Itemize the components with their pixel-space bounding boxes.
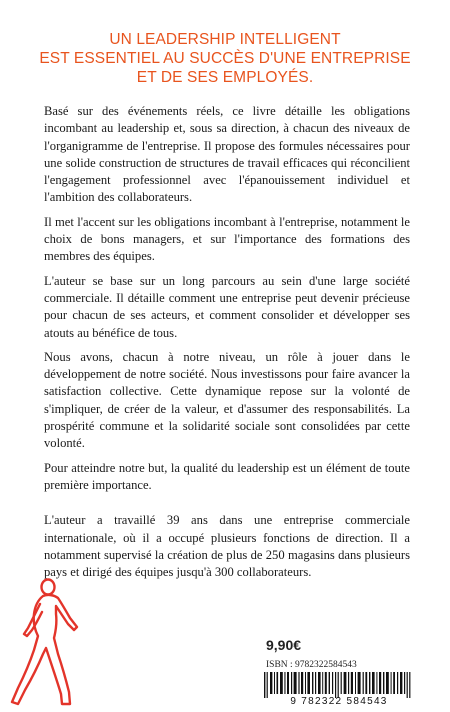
paragraph-2: Il met l'accent sur les obligations incombant à l'entreprise, notamment le choix de bons managers, et sur l'importance des formations des membres des équipes. [44,214,410,264]
paragraph-5: Pour atteindre notre but, la qualité du leadership est un élément de toute première importance. [44,460,410,492]
barcode [256,672,422,706]
barcode-number: 9 782322 584543 [290,696,388,707]
isbn-label: ISBN : 9782322584543 [266,660,357,670]
headline-line-1: UN LEADERSHIP INTELLIGENT [109,31,341,48]
author-bio: L'auteur a travaillé 39 ans dans une entreprise commerciale internationale, où il a occupé plusieurs fonctions de direction. Il a notamment supervisé la création de plus de 250 magasins dans plusieurs pays et dirigé des équipes jusqu'à 300 collaborateurs. [44,513,410,580]
back-cover-text [44,103,410,588]
headline [0,30,450,87]
paragraph-1: Basé sur des événements réels, ce livre détaille les obligations incombant au leadership et, sous sa direction, à chacun des niveaux de l'organigramme de l'entreprise. Il propose des formules nécessaires pour une solide construction de structures de travail efficaces qui réconcilient l'engagement professionnel avec l'épanouissement individuel et l'ambition des collaborateurs. [44,104,410,205]
paragraph-3: L'auteur se base sur un long parcours au sein d'une large société commerciale. Il détaille comment une entreprise peut devenir précieuse pour chacun de ses acteurs, et comment consolider et développer ses atouts au bénéfice de tous. [44,273,410,340]
barcode-bars [256,672,422,698]
headline-line-3: ET DE SES EMPLOYÉS. [136,69,314,86]
walking-person-icon [8,578,90,710]
price: 9,90€ [266,637,302,653]
headline-line-2: EST ESSENTIEL AU SUCCÈS D'UNE ENTREPRISE [39,50,411,67]
paragraph-4: Nous avons, chacun à notre niveau, un rôle à jouer dans le développement de notre société. Nous investissons pour faire avancer la satisfaction collective. Cette dynamique repose sur la volonté de s'impliquer, de créer de la valeur, et d'assumer des responsabilités. La prospérité commune et la solidarité sociale sont consolidées par cette volonté. [44,349,410,451]
